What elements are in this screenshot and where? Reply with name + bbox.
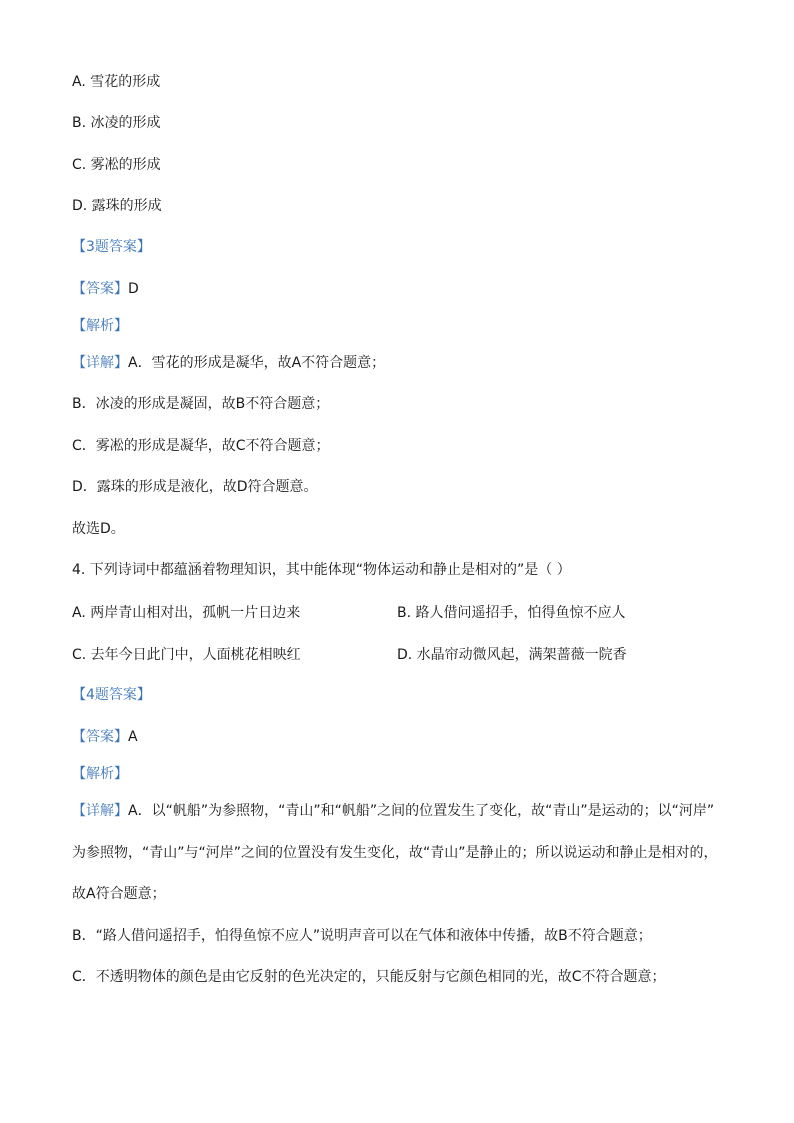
q3-answer-heading: 【3题答案】 xyxy=(72,239,151,255)
q3-option-a: A. 雪花的形成 xyxy=(72,74,161,90)
q3-detail-line-4: D．露珠的形成是液化，故D符合题意。 xyxy=(72,479,318,495)
q3-conclusion: 故选D。 xyxy=(72,521,125,537)
q3-option-b: B. 冰凌的形成 xyxy=(72,115,161,131)
detail-tag: 【详解】 xyxy=(72,803,128,819)
q4-option-c: C. 去年今日此门中，人面桃花相映红 xyxy=(72,647,301,663)
q4-option-b: B. 路人借问遥招手，怕得鱼惊不应人 xyxy=(397,605,626,621)
q4-detail-line-4: B．“路人借问遥招手，怕得鱼惊不应人”说明声音可以在气体和液体中传播，故B不符合题意； xyxy=(72,928,652,944)
q3-detail-line-1 xyxy=(72,354,385,372)
q3-answer-line xyxy=(72,280,139,298)
q4-analysis-heading: 【解析】 xyxy=(72,766,128,782)
q4-stem: 4. 下列诗词中都蕴涵着物理知识，其中能体现“物体运动和静止是相对的”是（ ） xyxy=(72,562,571,578)
detail-tag: 【详解】 xyxy=(72,355,128,371)
detail-text: A．雪花的形成是凝华，故A不符合题意； xyxy=(128,355,386,371)
answer-tag: 【答案】 xyxy=(72,281,128,297)
q4-option-a: A. 两岸青山相对出，孤帆一片日边来 xyxy=(72,605,301,621)
q4-answer-heading: 【4题答案】 xyxy=(72,687,151,703)
answer-value: D xyxy=(128,281,139,297)
q4-option-d: D. 水晶帘动微风起，满架蔷薇一院香 xyxy=(397,647,627,663)
q3-detail-line-3: C．雾凇的形成是凝华，故C不符合题意； xyxy=(72,438,330,454)
answer-tag: 【答案】 xyxy=(72,729,128,745)
q4-answer-line xyxy=(72,728,138,746)
q3-option-c: C. 雾凇的形成 xyxy=(72,157,161,173)
q4-detail-line-2: 为参照物，“青山”与“河岸”之间的位置没有发生变化，故“青山”是静止的；所以说运动和静止是相对的， xyxy=(72,845,718,861)
q3-option-d: D. 露珠的形成 xyxy=(72,198,162,214)
answer-value: A xyxy=(128,729,138,745)
q3-detail-line-2: B．冰凌的形成是凝固，故B不符合题意； xyxy=(72,396,330,412)
detail-text: A．以“帆船”为参照物，“青山”和“帆船”之间的位置发生了变化，故“青山”是运动的；以“河岸” xyxy=(128,803,715,819)
q4-detail-line-5: C．不透明物体的颜色是由它反射的色光决定的，只能反射与它颜色相同的光，故C不符合题意； xyxy=(72,969,666,985)
q3-analysis-heading: 【解析】 xyxy=(72,318,128,334)
q4-detail-line-3: 故A符合题意； xyxy=(72,886,166,902)
q4-detail-line-1 xyxy=(72,802,714,820)
